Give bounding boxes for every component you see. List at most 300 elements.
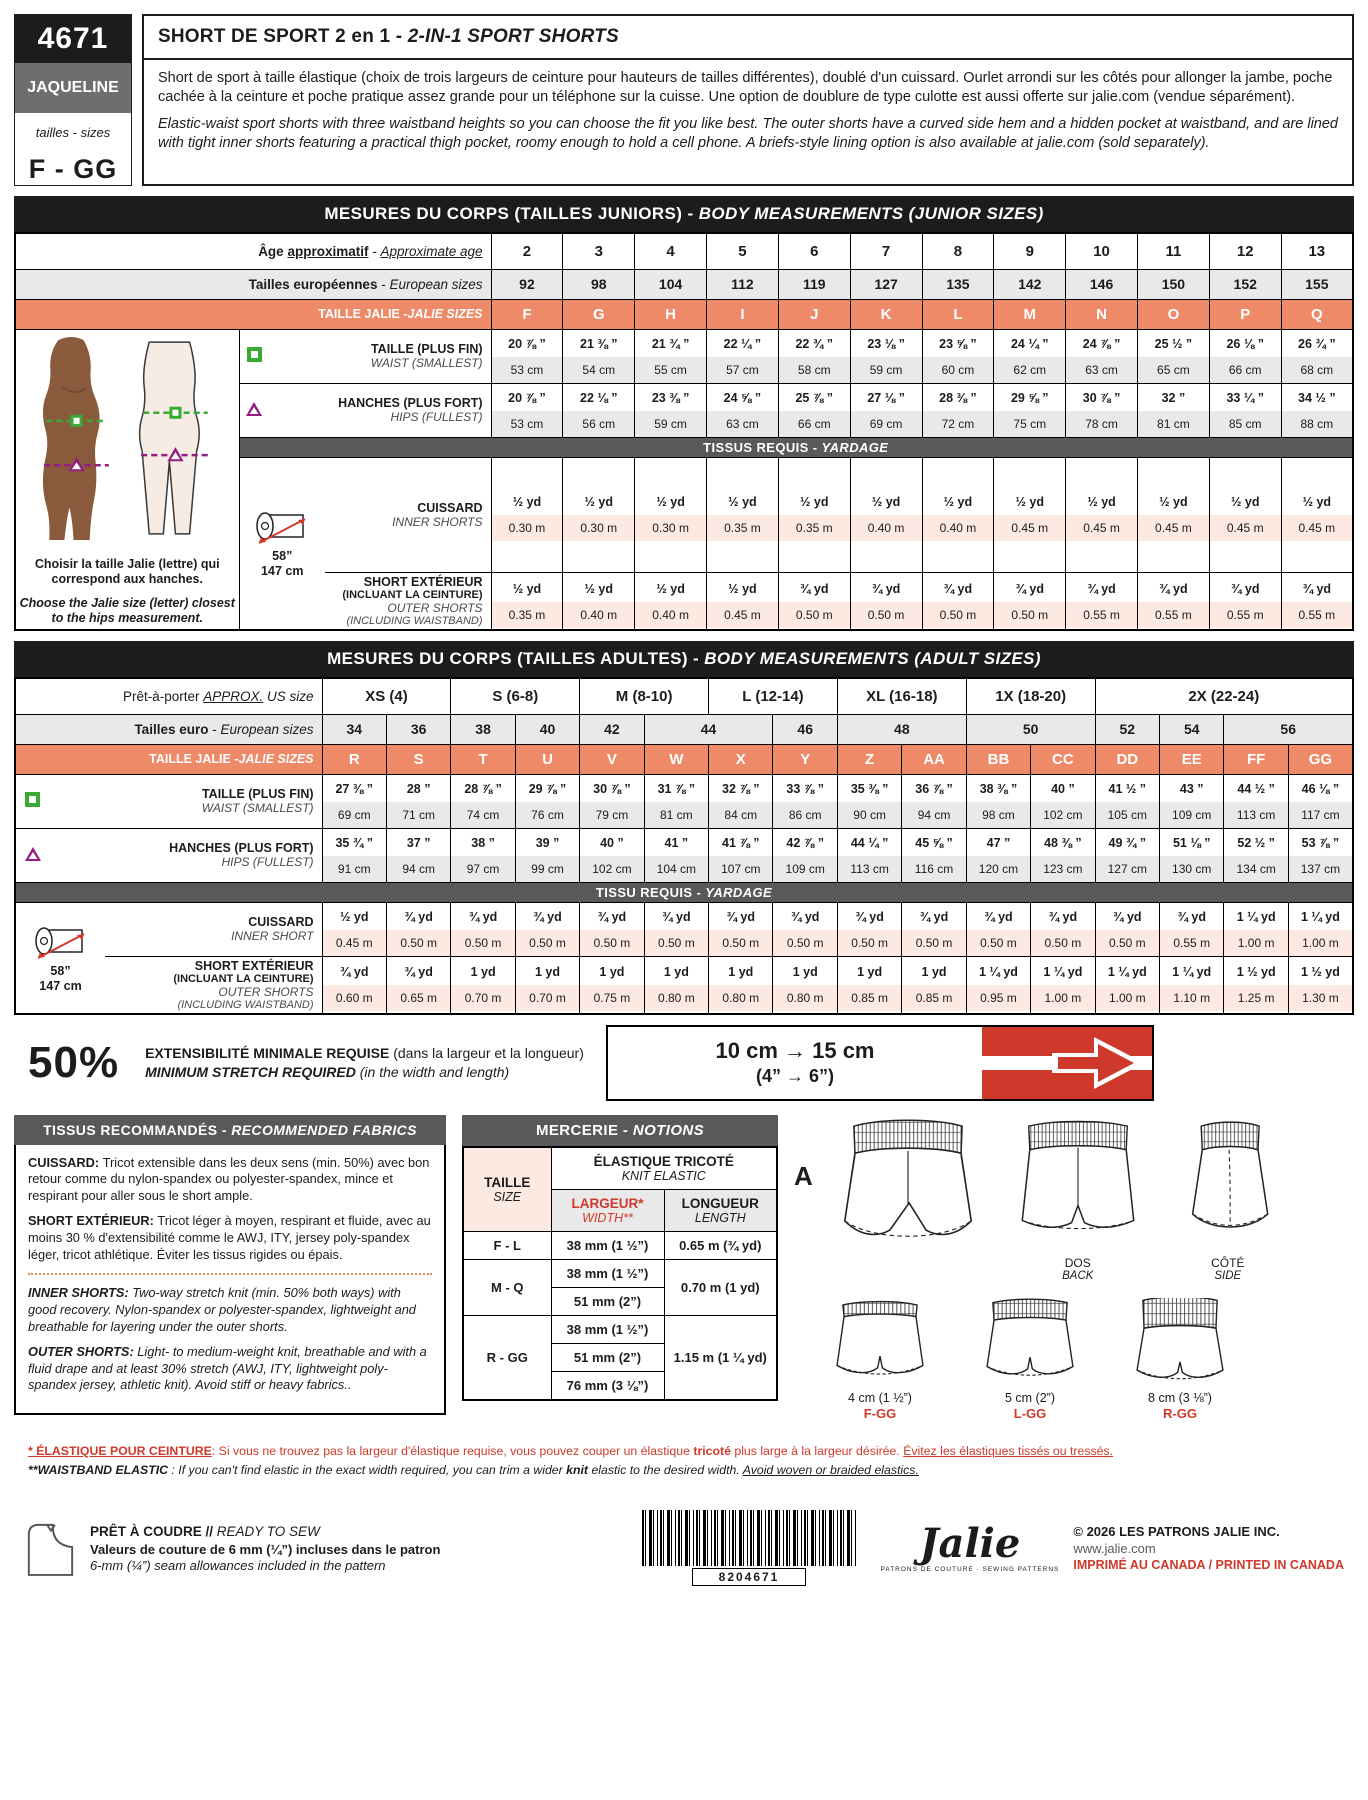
pattern-title (144, 16, 1352, 60)
junior-hips-cell: 22 ⅛ ” 56 cm (563, 383, 635, 437)
inner-shorts-label-en: INNER SHORTS (392, 514, 483, 529)
waistband-1-height: 4 cm (1 ½”) (848, 1390, 912, 1405)
adult-waist-cell: 43 ” 109 cm (1160, 774, 1224, 828)
fabrics-fr1-text: Tricot extensible dans les deux sens (min. 50%) avec bon retour comme du nylon-spandex ou polyester-spandex, mince et respirant pour aller sous le short ample. (28, 1154, 430, 1203)
junior-jalie-size-cell: K (850, 299, 922, 329)
junior-jalie-size-cell: G (563, 299, 635, 329)
euro-label-sep: - (377, 276, 390, 292)
adult-hips-cell: 45 ⅝ ” 116 cm (902, 828, 966, 882)
notions-width-cell: 38 mm (1 ½”) (551, 1315, 664, 1343)
junior-age-cell: 11 (1137, 233, 1209, 269)
notions-box (462, 1115, 778, 1401)
adult-waist-label (49, 774, 322, 828)
adult-hips-label (49, 828, 322, 882)
notions-width-cell: 38 mm (1 ½”) (551, 1259, 664, 1287)
junior-hips-cell: 27 ⅛ ” 69 cm (850, 383, 922, 437)
junior-waist-cell: 26 ⅛ ” 66 cm (1209, 329, 1281, 383)
adult-hips-cell: 44 ¼ ” 113 cm (837, 828, 901, 882)
euro-label-en: European sizes (389, 276, 483, 292)
adult-hips-cell: 35 ¾ ” 91 cm (322, 828, 386, 882)
junior-hips-cell: 33 ¼ ” 85 cm (1209, 383, 1281, 437)
adult-euro-cell: 56 (1224, 714, 1353, 744)
waistband-4cm-drawing (822, 1298, 938, 1384)
back-label-fr: DOS (1064, 1255, 1091, 1270)
adult-jalie-size-cell: DD (1095, 744, 1159, 774)
adult-euro-cell: 48 (837, 714, 966, 744)
yardage-title-en: YARDAGE (821, 439, 889, 455)
view-front (829, 1117, 987, 1260)
junior-age-label (15, 233, 491, 269)
ready-fr: PRÊT À COUDRE (90, 1523, 202, 1539)
notions-title-sep: - (622, 1121, 633, 1139)
junior-euro-row (15, 269, 1353, 299)
adult-hips-cell: 37 ” 94 cm (386, 828, 450, 882)
junior-jalie-size-cell: N (1066, 299, 1138, 329)
junior-inner-yardage-cell: ½ yd 0.45 m (1137, 457, 1209, 573)
junior-hips-cell: 24 ⅝ ” 63 cm (707, 383, 779, 437)
adult-us-size-cell: S (6-8) (451, 678, 580, 714)
junior-age-cell: 8 (922, 233, 994, 269)
garment-views (794, 1115, 1354, 1421)
junior-sidebar (15, 329, 239, 630)
title-separator: - (390, 26, 408, 47)
junior-jalie-size-cell: P (1209, 299, 1281, 329)
footnote-fr-lead: * ÉLASTIQUE POUR CEINTURE (28, 1443, 212, 1458)
adult-outer-shorts-row (15, 956, 1353, 1014)
junior-euro-cell: 119 (778, 269, 850, 299)
adult-inner-yardage-cell: ¾ yd 0.50 m (1031, 902, 1095, 956)
adult-jalie-size-cell: W (644, 744, 708, 774)
junior-inner-yardage-cell: ½ yd 0.45 m (1281, 457, 1353, 573)
adult-euro-cell: 50 (966, 714, 1095, 744)
fabrics-fr2-text: Tricot léger à moyen, respirant et fluide, avec au moins 30 % d'extensibilité comme le AWJ, ITY, jersey poly-spandex léger, tricot athlétique. Éviter les tissus rigides ou épais. (28, 1213, 431, 1262)
fabric-width-in: 58” (272, 549, 293, 564)
adult-jalie-size-cell: T (451, 744, 515, 774)
outer-shorts-label-en2: (INCLUDING WAISTBAND) (346, 615, 483, 627)
adult-euro-cell: 38 (451, 714, 515, 744)
notions-length-cell: 1.15 m (1 ¼ yd) (664, 1315, 777, 1400)
junior-jalie-size-cell: M (994, 299, 1066, 329)
junior-jalie-size-cell: F (491, 299, 563, 329)
fabrics-title-sep: - (217, 1121, 232, 1138)
barcode-number: 8204671 (692, 1568, 807, 1586)
junior-hips-label (269, 383, 491, 437)
junior-age-cell: 7 (850, 233, 922, 269)
adult-title-en: BODY MEASUREMENTS (ADULT SIZES) (704, 649, 1041, 668)
notions-title-fr: MERCERIE (535, 1121, 623, 1139)
fabrics-divider (28, 1273, 432, 1275)
notions-size-cell: F - L (463, 1231, 551, 1259)
adult-outer-yardage-cell: 1 yd 0.70 m (515, 956, 579, 1014)
adult-waist-cell: 38 ⅜ ” 98 cm (966, 774, 1030, 828)
adult-yardage-title-sep: - (692, 884, 706, 900)
adult-outer-label-en1: OUTER SHORTS (218, 984, 314, 999)
junior-title-fr: MESURES DU CORPS (TAILLES JUNIORS) (324, 204, 683, 223)
side-label-en: SIDE (1214, 1269, 1242, 1282)
junior-age-cell: 4 (635, 233, 707, 269)
junior-euro-cell: 142 (994, 269, 1066, 299)
adult-hips-label-fr: HANCHES (PLUS FORT) (169, 841, 314, 855)
adult-outer-yardage-cell: 1 yd 0.85 m (837, 956, 901, 1014)
jalie-label-sep: - (399, 307, 408, 321)
junior-waist-cell: 23 ⅝ ” 60 cm (922, 329, 994, 383)
junior-age-cell: 10 (1066, 233, 1138, 269)
description-en: Elastic-waist sport shorts with three waistband heights so you can choose the fit you like best. The outer shorts have a curved side hem and a hidden pocket at waistband, and are lined with tight inner shorts featuring a practical thigh pocket, roomy enough to hold a cell phone. A briefs-style lining option is also available at jalie.com (sold separately). (158, 116, 1339, 152)
waist-square-icon (25, 792, 40, 807)
adult-fabric-width (39, 964, 81, 994)
junior-outer-yardage-cell: ½ yd 0.45 m (707, 573, 779, 631)
stretch-arrow (982, 1027, 1152, 1099)
notions-title (462, 1115, 778, 1146)
ready-en: READY TO SEW (216, 1523, 320, 1539)
junior-euro-cell: 146 (1066, 269, 1138, 299)
age-label-fr2: approximatif (287, 243, 369, 259)
footnote-fr-t2: plus large à la largeur désirée. (730, 1443, 904, 1458)
adult-outer-label-fr1: SHORT EXTÉRIEUR (194, 958, 314, 973)
adult-euro-row (15, 714, 1353, 744)
bottom-area (14, 1115, 1354, 1421)
fabric-roll-icon (32, 922, 90, 962)
notions-header-row (463, 1147, 777, 1190)
figure-front-silhouette (43, 337, 100, 540)
description-fr: Short de sport à taille élastique (choix de trois largeurs de ceinture pour hauteurs de tailles différentes), doublé d'un cuissard. Ourlet arrondi sur les côtés pour allonger la jambe, poche cachée à la ceinture et poche pratique assez grande pour un téléphone sur la cuisse. Une option de doublure de type culotte est aussi offerte sur jalie.com (vendue séparément). (158, 70, 1333, 106)
adult-inner-shorts-row (15, 902, 1353, 956)
junior-waist-row (15, 329, 1353, 383)
junior-outer-yardage-cell: ¾ yd 0.50 m (778, 573, 850, 631)
adult-outer-yardage-cell: 1 ½ yd 1.25 m (1224, 956, 1288, 1014)
waistband-3-sizes: R-GG (1163, 1405, 1197, 1421)
body-measurement-illustration (23, 332, 231, 546)
view-back (1003, 1117, 1153, 1282)
notions-size-header (463, 1147, 551, 1232)
adult-jalie-size-cell: AA (902, 744, 966, 774)
adult-euro-cell: 42 (580, 714, 644, 744)
fabrics-title-en: RECOMMENDED FABRICS (231, 1121, 417, 1138)
adult-outer-yardage-cell: 1 ¼ yd 1.00 m (1095, 956, 1159, 1014)
adult-outer-yardage-cell: 1 yd 0.75 m (580, 956, 644, 1014)
fabrics-en2-text: Light- to medium-weight knit, breathable and with a fluid drape and at least 30% stretch (AWJ, ITY, lightweight poly-spandex jersey, athletic knit). Avoid stiff or heavy fabrics.. (28, 1344, 427, 1393)
adult-waist-cell: 35 ⅜ ” 90 cm (837, 774, 901, 828)
adult-waist-cell: 29 ⅞ ” 76 cm (515, 774, 579, 828)
adult-inner-yardage-cell: ¾ yd 0.50 m (386, 902, 450, 956)
waistband-8cm-drawing (1122, 1298, 1238, 1384)
footnote-en-bold: knit (566, 1463, 589, 1478)
yardage-title-fr: TISSUS REQUIS (703, 439, 809, 455)
adult-inner-yardage-cell: ¾ yd 0.50 m (773, 902, 837, 956)
size-choice-note-en: Choose the Jalie size (letter) closest to the hips measurement. (19, 595, 235, 626)
junior-outer-yardage-cell: ¾ yd 0.55 m (1066, 573, 1138, 631)
junior-age-cell: 5 (707, 233, 779, 269)
adult-jalie-size-cell: Y (773, 744, 837, 774)
adult-hips-cell: 38 ” 97 cm (451, 828, 515, 882)
waistband-1-sizes: F-GG (863, 1405, 897, 1421)
footnote-en-t2: elastic to the desired width. (588, 1463, 743, 1478)
stretch-labels (139, 1045, 586, 1080)
adult-us-size-cell: 1X (18-20) (966, 678, 1095, 714)
junior-yardage-title (239, 437, 1353, 457)
junior-inner-yardage-cell: ½ yd 0.35 m (778, 457, 850, 573)
junior-title-en: BODY MEASUREMENTS (JUNIOR SIZES) (698, 204, 1044, 223)
junior-hips-cell: 29 ⅝ ” 75 cm (994, 383, 1066, 437)
fabric-width-cm: 147 cm (261, 564, 304, 579)
barcode (642, 1510, 857, 1566)
us-label-en: US size (263, 688, 314, 704)
adult-jalie-size-cell: X (709, 744, 773, 774)
adult-waist-cell: 28 ⅞ ” 74 cm (451, 774, 515, 828)
adult-euro-cell: 40 (515, 714, 579, 744)
junior-euro-cell: 152 (1209, 269, 1281, 299)
fabrics-fr1-lead: CUISSARD: (28, 1154, 103, 1170)
notions-length-header (664, 1189, 777, 1231)
adult-euro-cell: 34 (322, 714, 386, 744)
adult-euro-cell: 46 (773, 714, 837, 744)
pattern-number: 4671 (15, 15, 131, 63)
adult-hips-icon-cell (15, 828, 49, 882)
notions-size-h-fr: TAILLE (484, 1174, 531, 1190)
junior-jalie-size-cell: O (1137, 299, 1209, 329)
pattern-name: JAQUELINE (15, 63, 131, 113)
adult-inner-yardage-cell: ¾ yd 0.50 m (515, 902, 579, 956)
notions-elastic-h-en: KNIT ELASTIC (621, 1168, 706, 1183)
notions-row (463, 1315, 777, 1343)
adult-us-size-cell: XS (4) (322, 678, 451, 714)
adult-inner-label-en: INNER SHORT (231, 929, 314, 943)
adult-inner-yardage-cell: ¾ yd 0.50 m (709, 902, 773, 956)
junior-outer-yardage-cell: ½ yd 0.35 m (491, 573, 563, 631)
junior-inner-yardage-cell: ½ yd 0.40 m (922, 457, 994, 573)
junior-inner-yardage-cell: ½ yd 0.30 m (635, 457, 707, 573)
adult-outer-yardage-cell: 1 ½ yd 1.30 m (1288, 956, 1353, 1014)
adult-jalie-label-en: JALIE SIZES (238, 752, 314, 766)
euro-label-fr: Tailles européennes (248, 276, 378, 292)
copyright: © 2026 LES PATRONS JALIE INC. (1073, 1524, 1280, 1540)
adult-inner-label (105, 902, 322, 956)
adult-outer-label-fr2: (INCLUANT LA CEINTURE) (173, 972, 314, 985)
adult-outer-yardage-cell: ¾ yd 0.60 m (322, 956, 386, 1014)
junior-euro-cell: 112 (707, 269, 779, 299)
junior-hips-cell: 32 ” 81 cm (1137, 383, 1209, 437)
stretch-range-in: (4” → 6”) (755, 1066, 834, 1086)
junior-title-sep: - (682, 204, 699, 223)
adult-jalie-size-cell: U (515, 744, 579, 774)
adult-outer-yardage-cell: 1 yd 0.85 m (902, 956, 966, 1014)
stretch-label-en-bold: MINIMUM STRETCH REQUIRED (145, 1064, 356, 1080)
footnote-fr-bold: tricoté (693, 1443, 731, 1458)
adult-us-size-cell: L (12-14) (709, 678, 838, 714)
junior-age-cell: 13 (1281, 233, 1353, 269)
adult-waist-cell: 33 ⅞ ” 86 cm (773, 774, 837, 828)
junior-waist-cell: 24 ⅞ ” 63 cm (1066, 329, 1138, 383)
notions-size-cell: M - Q (463, 1259, 551, 1315)
footnote-en (28, 1462, 1340, 1480)
notions-length-h-fr: LONGUEUR (681, 1195, 759, 1211)
hips-label-fr: HANCHES (PLUS FORT) (338, 396, 483, 410)
title-fr: SHORT DE SPORT 2 en 1 (158, 26, 391, 47)
shorts-back-drawing (1003, 1117, 1153, 1249)
junior-inner-yardage-cell: ½ yd 0.45 m (1066, 457, 1138, 573)
adult-waist-label-en: WAIST (SMALLEST) (201, 801, 314, 815)
adult-jalie-size-cell: BB (966, 744, 1030, 774)
junior-age-cell: 2 (491, 233, 563, 269)
outer-shorts-label-en1: OUTER SHORTS (387, 601, 483, 615)
junior-hips-cell: 25 ⅞ ” 66 cm (778, 383, 850, 437)
us-label-fr: Prêt-à-porter (122, 688, 204, 704)
adult-hips-cell: 41 ⅞ ” 107 cm (709, 828, 773, 882)
waistband-2-sizes: L-GG (1013, 1405, 1047, 1421)
adult-jalie-row (15, 744, 1353, 774)
adult-inner-yardage-cell: ¾ yd 0.50 m (837, 902, 901, 956)
header (14, 14, 1354, 186)
adult-hips-cell: 41 ” 104 cm (644, 828, 708, 882)
seam-allowance-fr: Valeurs de couture de 6 mm (¼”) incluses dans le patron (90, 1541, 441, 1557)
adult-title-sep: - (687, 649, 705, 668)
adult-hips-cell: 39 ” 99 cm (515, 828, 579, 882)
stretch-label-en-rest: (in the width and length) (355, 1064, 510, 1080)
junior-waist-cell: 25 ½ ” 65 cm (1137, 329, 1209, 383)
adult-inner-yardage-cell: ¾ yd 0.50 m (1095, 902, 1159, 956)
adult-euro-label (15, 714, 322, 744)
junior-age-cell: 12 (1209, 233, 1281, 269)
notions-elastic-h-fr: ÉLASTIQUE TRICOTÉ (593, 1153, 734, 1169)
junior-waist-cell: 24 ¼ ” 62 cm (994, 329, 1066, 383)
barcode-block (642, 1510, 857, 1586)
junior-inner-yardage-cell: ½ yd 0.40 m (850, 457, 922, 573)
adult-inner-yardage-cell: 1 ¼ yd 1.00 m (1224, 902, 1288, 956)
fabrics-title-fr: TISSUS RECOMMANDÉS (43, 1121, 218, 1138)
adult-fabric-width-cell (15, 902, 105, 1014)
adult-inner-yardage-cell: ¾ yd 0.50 m (451, 902, 515, 956)
jalie-label-fr: TAILLE JALIE (318, 307, 400, 321)
adult-outer-yardage-cell: 1 yd 0.80 m (773, 956, 837, 1014)
adult-jalie-size-cell: CC (1031, 744, 1095, 774)
adult-section-title (14, 641, 1354, 677)
back-label-en: BACK (1062, 1269, 1094, 1282)
adult-hips-cell: 48 ⅜ ” 123 cm (1031, 828, 1095, 882)
publisher-block (880, 1519, 1345, 1573)
description (144, 60, 1352, 162)
adult-fabric-width-cm: 147 cm (39, 978, 82, 993)
junior-waist-cell: 22 ¾ ” 58 cm (778, 329, 850, 383)
waistband-variant-1 (822, 1298, 938, 1421)
stretch-label-fr-rest: (dans la largeur et la longueur) (389, 1045, 584, 1061)
junior-waist-cell: 21 ⅜ ” 54 cm (563, 329, 635, 383)
adult-euro-label-en: European sizes (220, 721, 314, 737)
adult-us-size-cell: 2X (22-24) (1095, 678, 1353, 714)
fabric-roll-icon (253, 507, 311, 547)
junior-hips-cell: 23 ⅜ ” 59 cm (635, 383, 707, 437)
title-description-box (142, 14, 1354, 186)
waist-label-en: WAIST (SMALLEST) (370, 356, 483, 370)
junior-hips-cell: 28 ⅜ ” 72 cm (922, 383, 994, 437)
adult-outer-yardage-cell: 1 ¼ yd 1.10 m (1160, 956, 1224, 1014)
adult-inner-yardage-cell: ¾ yd 0.50 m (902, 902, 966, 956)
waistband-variant-3 (1122, 1298, 1238, 1421)
age-label-sep: - (368, 243, 381, 259)
fabrics-fr2-lead: SHORT EXTÉRIEUR: (28, 1213, 158, 1229)
adult-waist-label-fr: TAILLE (PLUS FIN) (201, 787, 314, 801)
size-range: F - GG (28, 154, 118, 184)
adult-hips-cell: 40 ” 102 cm (580, 828, 644, 882)
notions-width-h-en: WIDTH** (582, 1210, 633, 1225)
fabrics-title (14, 1115, 446, 1145)
junior-outer-yardage-cell: ¾ yd 0.55 m (1281, 573, 1353, 631)
adult-size-table (14, 677, 1354, 1015)
recommended-fabrics-box (14, 1115, 446, 1416)
hips-label-en: HIPS (FULLEST) (390, 410, 483, 424)
junior-waist-cell: 23 ⅛ ” 59 cm (850, 329, 922, 383)
notions-title-en: NOTIONS (632, 1121, 705, 1139)
adult-inner-yardage-cell: 1 ¼ yd 1.00 m (1288, 902, 1353, 956)
junior-size-table (14, 232, 1354, 631)
adult-outer-label (105, 956, 322, 1014)
footnote-fr-t1: : Si vous ne trouvez pas la largeur d'élastique requise, vous pouvez couper un élastique (211, 1443, 694, 1458)
pattern-id-panel (14, 14, 132, 186)
junior-section-title (14, 196, 1354, 232)
junior-euro-cell: 127 (850, 269, 922, 299)
ready-sep: // (201, 1523, 217, 1539)
adult-jalie-size-cell: Z (837, 744, 901, 774)
junior-jalie-size-cell: Q (1281, 299, 1353, 329)
adult-euro-cell: 52 (1095, 714, 1159, 744)
adult-inner-yardage-cell: ½ yd 0.45 m (322, 902, 386, 956)
shorts-side-drawing (1169, 1117, 1287, 1249)
adult-outer-yardage-cell: 1 yd 0.70 m (451, 956, 515, 1014)
adult-waist-cell: 30 ⅞ ” 79 cm (580, 774, 644, 828)
junior-fabric-width-cell (239, 457, 325, 630)
waistband-2-height: 5 cm (2”) (1005, 1390, 1055, 1405)
junior-outer-yardage-cell: ¾ yd 0.50 m (922, 573, 994, 631)
fabrics-en1-lead: INNER SHORTS: (28, 1285, 133, 1301)
title-en: 2-IN-1 SPORT SHORTS (407, 26, 619, 47)
adult-jalie-label-sep: - (230, 752, 239, 766)
junior-euro-cell: 150 (1137, 269, 1209, 299)
junior-outer-yardage-cell: ¾ yd 0.50 m (994, 573, 1066, 631)
stretch-requirement (14, 1025, 1354, 1101)
adult-outer-yardage-cell: ¾ yd 0.65 m (386, 956, 450, 1014)
adult-hips-row (15, 828, 1353, 882)
jalie-logo-text: Jalie (919, 1519, 1021, 1567)
ready-to-sew (24, 1518, 618, 1578)
shorts-front-drawing (829, 1117, 987, 1255)
junior-waist-cell: 20 ⅞ ” 53 cm (491, 329, 563, 383)
junior-inner-yardage-cell: ½ yd 0.30 m (491, 457, 563, 573)
adult-waist-row (15, 774, 1353, 828)
footnote-en-lead: **WAISTBAND ELASTIC (28, 1463, 169, 1478)
adult-waist-cell: 36 ⅞ ” 94 cm (902, 774, 966, 828)
printed-in: IMPRIMÉ AU CANADA / PRINTED IN CANADA (1073, 1558, 1344, 1573)
adult-euro-cell: 36 (386, 714, 450, 744)
junior-waist-cell: 22 ¼ ” 57 cm (707, 329, 779, 383)
junior-age-row (15, 233, 1353, 269)
adult-yardage-title-fr: TISSU REQUIS (595, 884, 693, 900)
junior-waist-label (269, 329, 491, 383)
stretch-gauge-box (606, 1025, 1154, 1101)
junior-jalie-size-cell: H (635, 299, 707, 329)
jalie-logo (880, 1519, 1060, 1573)
footnote-fr-underline: Évitez les élastiques tissés ou tressés. (903, 1443, 1114, 1458)
adult-inner-label-fr: CUISSARD (248, 915, 314, 929)
adult-title-fr: MESURES DU CORPS (TAILLES ADULTES) (327, 649, 688, 668)
yardage-title-sep: - (808, 439, 822, 455)
adult-jalie-size-cell: GG (1288, 744, 1353, 774)
notions-width-cell: 51 mm (2”) (551, 1287, 664, 1315)
adult-hips-label-en: HIPS (FULLEST) (221, 855, 314, 869)
junior-inner-yardage-cell: ½ yd 0.30 m (563, 457, 635, 573)
notions-length-cell: 0.65 m (¾ yd) (664, 1231, 777, 1259)
notions-width-header (551, 1189, 664, 1231)
junior-jalie-row (15, 299, 1353, 329)
adult-outer-yardage-cell: 1 ¼ yd 0.95 m (966, 956, 1030, 1014)
